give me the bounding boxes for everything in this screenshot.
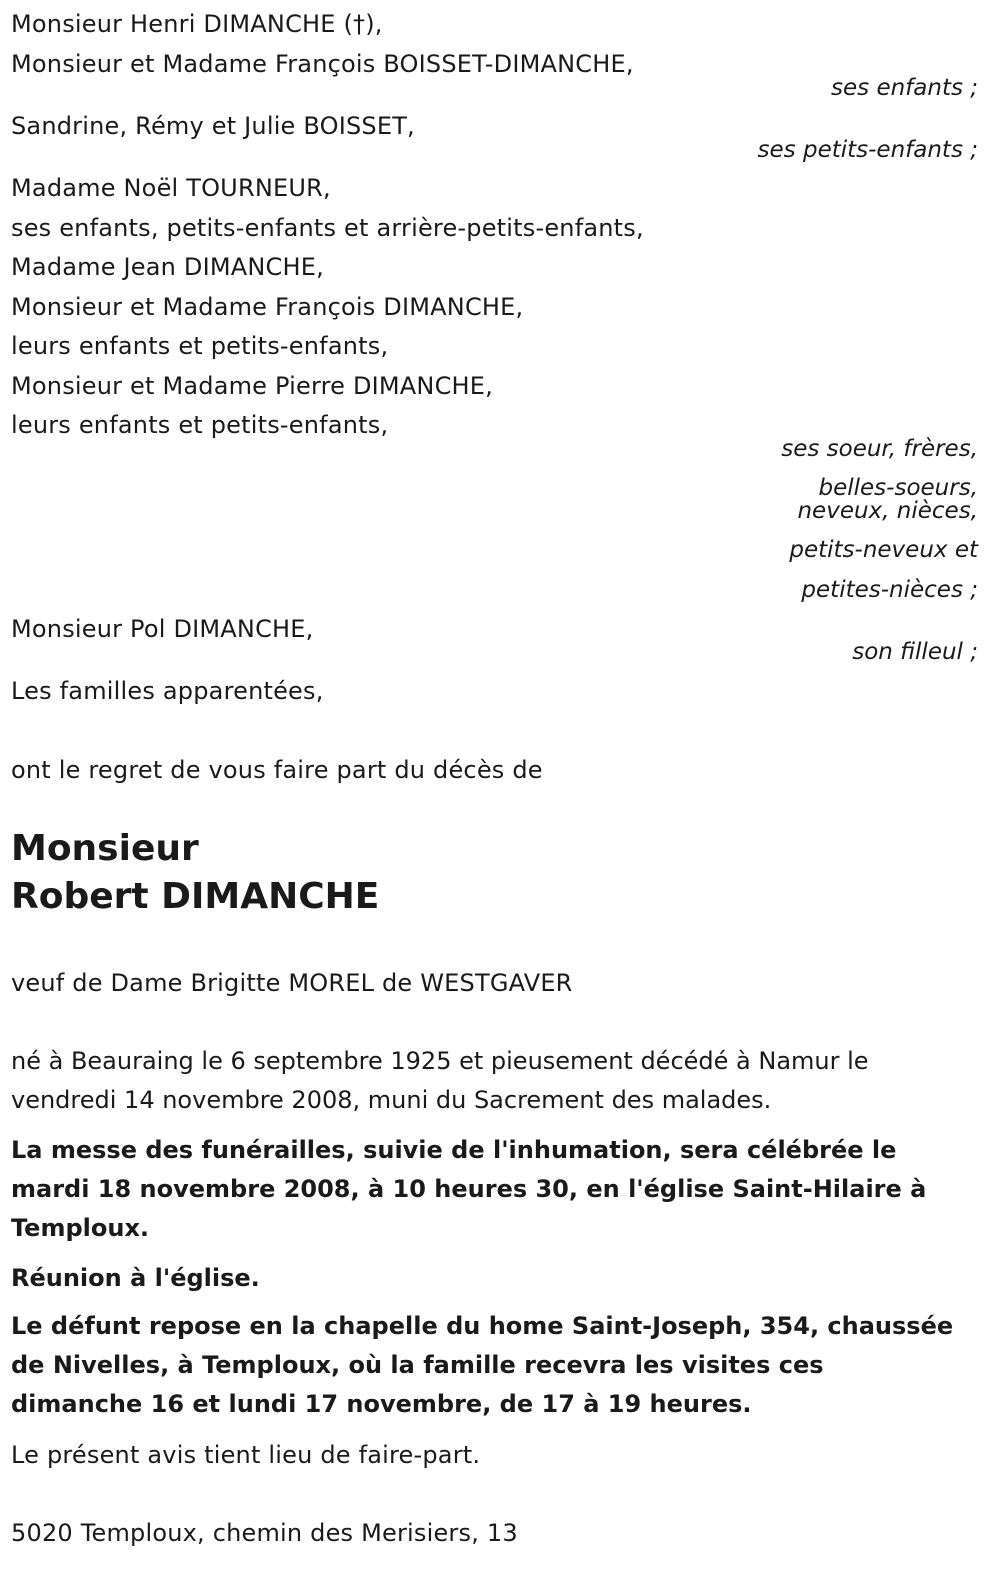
relation-label-siblings: ses soeur, frères, bbox=[781, 436, 978, 462]
family-line-2: Monsieur et Madame François BOISSET-DIMANCHE, bbox=[11, 50, 634, 78]
family-line-7: Monsieur et Madame François DIMANCHE, bbox=[11, 293, 524, 321]
deceased-title: Monsieur bbox=[11, 828, 199, 869]
meeting-text: Réunion à l'église. bbox=[11, 1264, 260, 1292]
family-line-12: Les familles apparentées, bbox=[11, 677, 324, 705]
funeral-text: La messe des funérailles, suivie de l'inhumation, sera célébrée le mardi 18 novembre 2008, à 10 heures 30, en l'église Saint-Hilaire à Temploux. bbox=[11, 1136, 927, 1242]
relation-label-grand-nephews: petits-neveux et bbox=[789, 537, 978, 563]
address-text: 5020 Temploux, chemin des Merisiers, 13 bbox=[11, 1519, 518, 1547]
deceased-name: Robert DIMANCHE bbox=[11, 876, 380, 917]
family-line-6: Madame Jean DIMANCHE, bbox=[11, 253, 324, 281]
relation-label-grandchildren: ses petits-enfants ; bbox=[757, 137, 978, 163]
family-line-8: leurs enfants et petits-enfants, bbox=[11, 332, 389, 360]
family-line-1: Monsieur Henri DIMANCHE (†), bbox=[11, 10, 383, 38]
relation-label-grand-nieces: petites-nièces ; bbox=[801, 577, 978, 603]
widower-text: veuf de Dame Brigitte MOREL de WESTGAVER bbox=[11, 969, 573, 997]
family-line-5: ses enfants, petits-enfants et arrière-petits-enfants, bbox=[11, 214, 644, 242]
family-line-11: Monsieur Pol DIMANCHE, bbox=[11, 615, 314, 643]
family-line-3: Sandrine, Rémy et Julie BOISSET, bbox=[11, 112, 415, 140]
birth-death-text: né à Beauraing le 6 septembre 1925 et pieusement décédé à Namur le vendredi 14 novembre 2008, muni du Sacrement des malades. bbox=[11, 1047, 869, 1114]
announcement-text: ont le regret de vous faire part du décès de bbox=[11, 756, 543, 784]
visitation-text: Le défunt repose en la chapelle du home Saint-Joseph, 354, chaussée de Nivelles, à Temploux, où la famille recevra les visites ces dimanche 16 et lundi 17 novembre, de 17 à 19 heures. bbox=[11, 1312, 954, 1418]
notice-text: Le présent avis tient lieu de faire-part. bbox=[11, 1441, 481, 1469]
relation-label-children: ses enfants ; bbox=[831, 75, 978, 101]
family-line-10: leurs enfants et petits-enfants, bbox=[11, 411, 389, 439]
family-line-4: Madame Noël TOURNEUR, bbox=[11, 174, 331, 202]
relation-label-nephews-nieces: neveux, nièces, bbox=[797, 498, 978, 524]
relation-label-siblings-in-law: belles-soeurs, bbox=[818, 475, 978, 501]
family-line-9: Monsieur et Madame Pierre DIMANCHE, bbox=[11, 372, 493, 400]
relation-label-godson: son filleul ; bbox=[852, 639, 978, 665]
